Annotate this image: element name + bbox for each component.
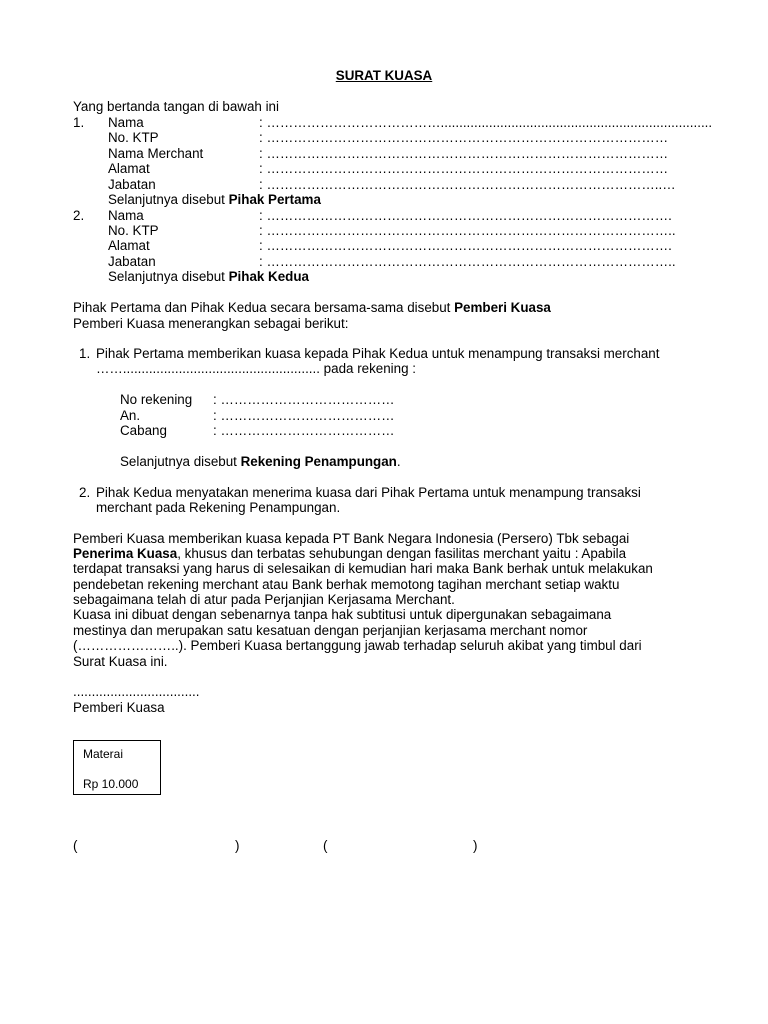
- item2-line2: merchant pada Rekening Penampungan.: [96, 500, 341, 515]
- bracket-close-1: ): [235, 838, 240, 853]
- party2-alamat-value: : ……………………………………………………………………………….: [259, 238, 672, 253]
- bracket-open-2: (: [323, 838, 328, 853]
- party1-designation-prefix: Selanjutnya disebut: [108, 192, 229, 207]
- together-bold: Pemberi Kuasa: [454, 300, 551, 315]
- party1-designation: [108, 192, 321, 207]
- paragraph1-line1: Pemberi Kuasa memberikan kuasa kepada PT Bank Negara Indonesia (Persero) Tbk sebagai: [73, 531, 630, 546]
- rekening-number-label: No rekening: [120, 392, 193, 407]
- document-title: SURAT KUASA: [335, 68, 433, 83]
- signature-label: Pemberi Kuasa: [73, 700, 165, 715]
- item1-line2: ……..................................................... pada rekening :: [96, 361, 416, 376]
- party1-ktp-value: : ………………………………………………………………………………: [259, 130, 669, 145]
- party1-number: 1.: [73, 115, 85, 130]
- paragraph1-line2: [73, 546, 626, 561]
- rekening-an-value: : …………………………………: [213, 408, 395, 423]
- party1-ktp-label: No. KTP: [108, 130, 159, 145]
- party1-alamat-label: Alamat: [108, 161, 150, 176]
- party1-merchant-label: Nama Merchant: [108, 146, 204, 161]
- paragraph2-line2: mestinya dan merupakan satu kesatuan dengan perjanjian kerjasama merchant nomor: [73, 623, 588, 638]
- party1-alamat-value: : ………………………………………………………………………………: [259, 161, 669, 176]
- party1-jabatan-label: Jabatan: [108, 177, 156, 192]
- bracket-close-2: ): [473, 838, 478, 853]
- party2-jabatan-label: Jabatan: [108, 254, 156, 269]
- party2-designation-name: Pihak Kedua: [228, 269, 309, 284]
- signature-dots: ..................................: [73, 684, 200, 699]
- party1-merchant-value: : ………………………………………………………………………………: [259, 146, 669, 161]
- paragraph1-line5: sebagaimana telah di atur pada Perjanjian Kerjasama Merchant.: [73, 592, 455, 607]
- materai-label: Materai: [83, 747, 124, 761]
- paragraph2-line4: Surat Kuasa ini.: [73, 654, 168, 669]
- party2-ktp-value: : ………………………………………………………………………………..: [259, 223, 676, 238]
- paragraph1-line3: terdapat transaksi yang harus di selesaikan di kemudian hari maka Bank berhak untuk melakukan: [73, 561, 653, 576]
- item2-line1: Pihak Kedua menyatakan menerima kuasa dari Pihak Pertama untuk menampung transaksi: [96, 485, 641, 500]
- party2-ktp-label: No. KTP: [108, 223, 159, 238]
- together-line2: Pemberi Kuasa menerangkan sebagai berikut:: [73, 316, 349, 331]
- rekening-cabang-label: Cabang: [120, 423, 167, 438]
- rekening-cabang-value: : …………………………………: [213, 423, 395, 438]
- party2-nama-label: Nama: [108, 208, 144, 223]
- party2-alamat-label: Alamat: [108, 238, 150, 253]
- party2-jabatan-value: : ………………………………………………………………………………..: [259, 254, 676, 269]
- paragraph1-line2-rest: , khusus dan terbatas sehubungan dengan fasilitas merchant yaitu : Apabila: [177, 546, 627, 561]
- materai-amount: Rp 10.000: [83, 777, 139, 791]
- party2-designation: [108, 269, 309, 284]
- party1-designation-name: Pihak Pertama: [228, 192, 321, 207]
- item1-number: 1.: [79, 346, 91, 361]
- rekening-designation-name: Rekening Penampungan: [240, 454, 397, 469]
- rekening-designation: [120, 454, 401, 469]
- together-prefix: Pihak Pertama dan Pihak Kedua secara bersama-sama disebut: [73, 300, 455, 315]
- rekening-designation-suffix: .: [396, 454, 401, 469]
- materai-box: [73, 740, 161, 795]
- bracket-open-1: (: [73, 838, 78, 853]
- together-statement: [73, 300, 551, 315]
- paragraph2-line3: (…………………..). Pemberi Kuasa bertanggung jawab terhadap seluruh akibat yang timbul dari: [73, 638, 642, 653]
- paragraph1-line4: pendebetan rekening merchant atau Bank berhak memotong tagihan merchant setiap waktu: [73, 577, 620, 592]
- penerima-kuasa-bold: Penerima Kuasa: [73, 546, 178, 561]
- item2-number: 2.: [79, 485, 91, 500]
- party2-nama-value: : ……………………………………………………………………………….: [259, 208, 672, 223]
- intro-text: Yang bertanda tangan di bawah ini: [73, 99, 279, 114]
- rekening-number-value: : …………………………………: [213, 392, 395, 407]
- party2-number: 2.: [73, 208, 85, 223]
- party1-nama-value: : ………………………………….........................................................................: [259, 115, 713, 130]
- paragraph2-line1: Kuasa ini dibuat dengan sebenarnya tanpa hak subtitusi untuk dipergunakan sebagaimana: [73, 607, 612, 622]
- rekening-designation-prefix: Selanjutnya disebut: [120, 454, 241, 469]
- party2-designation-prefix: Selanjutnya disebut: [108, 269, 229, 284]
- party1-jabatan-value: : ……………………………………………………………………………..…: [259, 177, 676, 192]
- item1-line1: Pihak Pertama memberikan kuasa kepada Pihak Kedua untuk menampung transaksi merchant: [96, 346, 660, 361]
- party1-nama-label: Nama: [108, 115, 144, 130]
- rekening-an-label: An.: [120, 408, 141, 423]
